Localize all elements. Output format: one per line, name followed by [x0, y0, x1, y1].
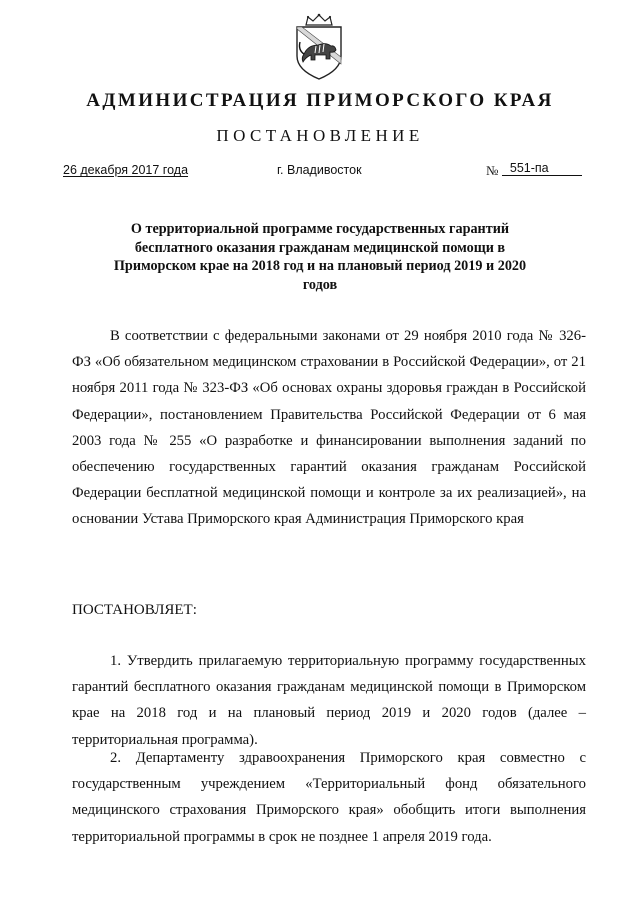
- number-sign: №: [486, 163, 499, 178]
- document-number: [486, 163, 582, 179]
- coat-of-arms-tiger-icon: [289, 12, 349, 82]
- document-date: 26 декабря 2017 года: [63, 163, 189, 177]
- resolve-heading: ПОСТАНОВЛЯЕТ:: [72, 602, 197, 618]
- number-value: 551-па: [502, 161, 582, 176]
- item-1-paragraph: 1. Утвердить прилагаемую территориальную программу государственных гарантий бесплатного оказания гражданам медицинской помощи в Приморском крае на 2018 год и на плановый период 2019 и 2020 годов (далее – территориальная программа).: [72, 653, 586, 748]
- document-type: ПОСТАНОВЛЕНИЕ: [216, 126, 424, 145]
- document-city: г. Владивосток: [277, 163, 362, 177]
- document-subject: О территориальной программе государственных гарантий бесплатного оказания гражданам медицинской помощи в Приморском крае на 2018 год и на плановый период 2019 и 2020 годов: [113, 221, 527, 293]
- organization-title: АДМИНИСТРАЦИЯ ПРИМОРСКОГО КРАЯ: [86, 90, 554, 111]
- item-2-paragraph: 2. Департаменту здравоохранения Приморского края совместно с государственным учреждением «Территориальный фонд обязательного медицинского страхования Приморского края» обобщить итоги выполнения территориальной программы в срок не позднее 1 апреля 2019 года.: [72, 750, 586, 845]
- document-meta-row: [0, 163, 640, 183]
- intro-paragraph: В соответствии с федеральными законами от 29 ноября 2010 года № 326-ФЗ «Об обязательном медицинском страховании в Российской Федерации», от 21 ноября 2011 года № 323-ФЗ «Об основах охраны здоровья граждан в Российской Федерации», постановлением Правительства Российской Федерации от 6 мая 2003 года № 255 «О разработке и финансировании выполнения заданий по обеспечению государственных гарантий оказания гражданам Российской Федерации бесплатной медицинской помощи и контроле за их реализацией», на основании Устава Приморского края Администрация Приморского края: [72, 328, 586, 528]
